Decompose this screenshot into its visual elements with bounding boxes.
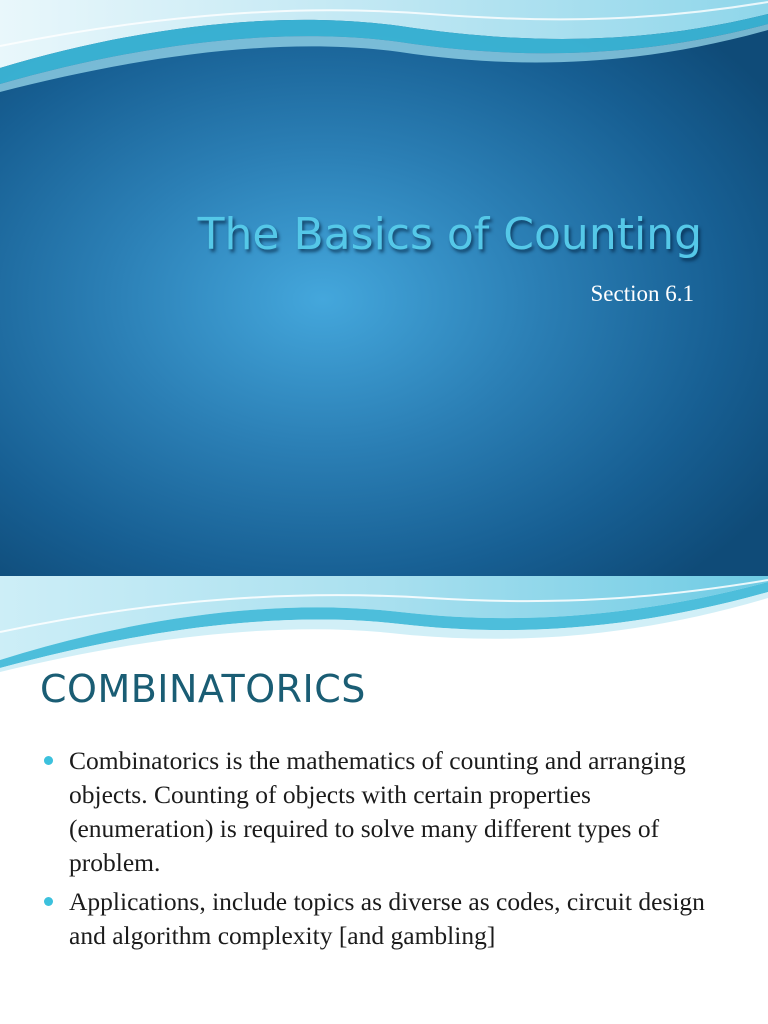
bullet-marker-icon bbox=[44, 897, 53, 906]
bullet-item bbox=[40, 744, 740, 880]
bullet-marker-icon bbox=[44, 756, 53, 765]
header-wave-decoration bbox=[0, 0, 768, 110]
bullet-item bbox=[40, 885, 740, 953]
header-wave-decoration bbox=[0, 576, 768, 672]
bullet-list bbox=[40, 744, 740, 958]
slide-subtitle: Section 6.1 bbox=[590, 281, 694, 306]
slide-title: The Basics of Counting bbox=[197, 209, 702, 260]
slide-title: COMBINATORICS bbox=[40, 667, 366, 711]
bullet-text: Applications, include topics as diverse as codes, circuit design and algorithm complexity [and gambling] bbox=[69, 887, 705, 950]
bullet-text: Combinatorics is the mathematics of counting and arranging objects. Counting of objects with certain properties (enumeration) is required to solve many different types of problem. bbox=[69, 746, 686, 877]
content-slide bbox=[0, 576, 768, 1024]
